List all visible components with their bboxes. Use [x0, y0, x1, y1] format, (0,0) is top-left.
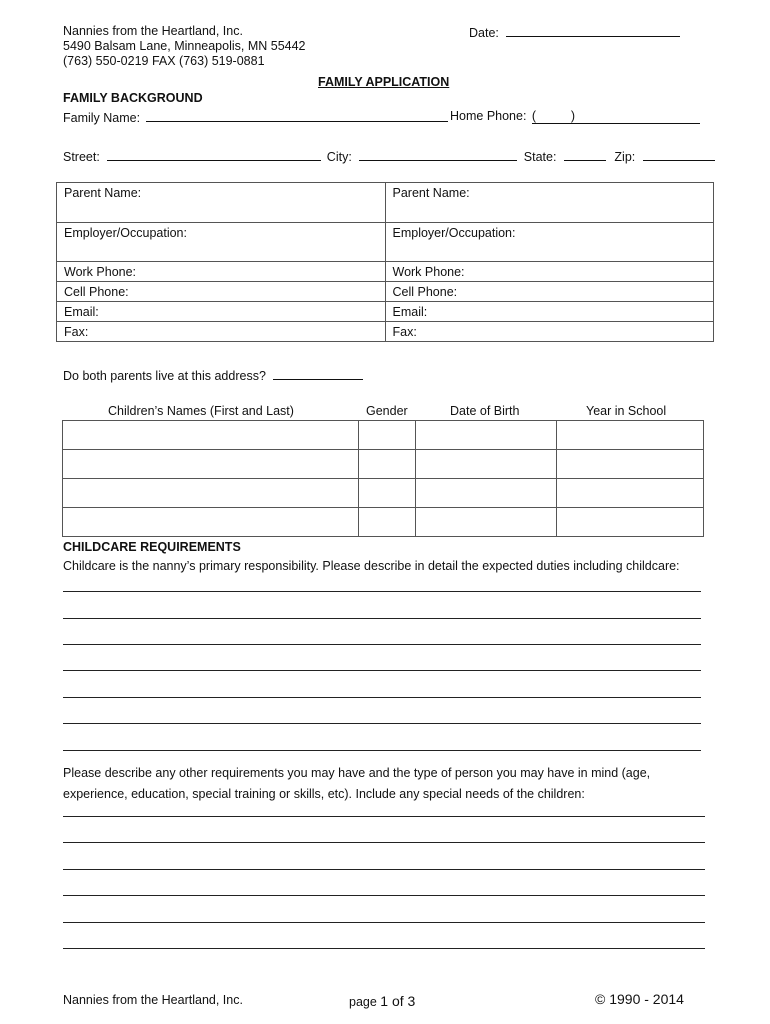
- child-year-cell[interactable]: [557, 479, 704, 508]
- childcare-answer-line-5[interactable]: [63, 697, 701, 698]
- parent2-employer-cell[interactable]: [385, 223, 714, 262]
- childcare-prompt: Childcare is the nanny’s primary responsibility. Please describe in detail the expected duties including childcare:: [63, 559, 680, 573]
- child-name-cell[interactable]: [63, 508, 359, 537]
- other-answer-line-1[interactable]: [63, 816, 705, 817]
- childcare-answer-line-6[interactable]: [63, 723, 701, 724]
- footer-copyright: © 1990 - 2014: [595, 991, 684, 1007]
- both-parents-field[interactable]: [63, 367, 363, 383]
- date-label: Date:: [469, 26, 499, 40]
- parent1-email-label: Email:: [64, 305, 99, 319]
- parent1-fax-cell[interactable]: [57, 322, 386, 342]
- company-address: 5490 Balsam Lane, Minneapolis, MN 55442: [63, 39, 306, 53]
- home-phone-field[interactable]: [450, 109, 700, 124]
- parent2-fax-label: Fax:: [392, 325, 417, 339]
- childcare-answer-line-2[interactable]: [63, 618, 701, 619]
- child-year-cell[interactable]: [557, 421, 704, 450]
- child-gender-cell[interactable]: [359, 479, 416, 508]
- table-row: [63, 508, 704, 537]
- children-names-header: Children’s Names (First and Last): [108, 404, 294, 418]
- company-phone-fax: (763) 550-0219 FAX (763) 519-0881: [63, 54, 265, 68]
- family-background-heading: FAMILY BACKGROUND: [63, 91, 203, 105]
- parent2-name-label: Parent Name:: [392, 186, 470, 200]
- home-phone-input-line[interactable]: [532, 109, 700, 124]
- form-title: FAMILY APPLICATION: [318, 75, 450, 89]
- table-row: [63, 479, 704, 508]
- table-row: [63, 421, 704, 450]
- home-phone-area-code: ( ): [531, 109, 575, 123]
- child-dob-cell[interactable]: [416, 479, 557, 508]
- home-phone-label: Home Phone:: [450, 109, 527, 123]
- footer-page-number: [349, 993, 415, 1009]
- both-parents-label: Do both parents live at this address?: [63, 369, 266, 383]
- table-row: [63, 450, 704, 479]
- parent1-email-cell[interactable]: [57, 302, 386, 322]
- other-answer-line-5[interactable]: [63, 922, 705, 923]
- child-gender-cell[interactable]: [359, 508, 416, 537]
- child-name-cell[interactable]: [63, 450, 359, 479]
- parent2-email-cell[interactable]: [385, 302, 714, 322]
- street-label: Street:: [63, 150, 100, 164]
- gender-header: Gender: [366, 404, 408, 418]
- date-of-birth-header: Date of Birth: [450, 404, 520, 418]
- other-requirements-prompt-1: Please describe any other requirements you may have and the type of person you may have in mind (age,: [63, 766, 651, 780]
- family-name-field[interactable]: [63, 109, 448, 125]
- state-label: State:: [523, 150, 557, 164]
- childcare-answer-line-3[interactable]: [63, 644, 701, 645]
- children-table: [62, 420, 704, 537]
- address-row: [63, 148, 715, 164]
- footer-company: Nannies from the Heartland, Inc.: [63, 993, 243, 1007]
- parent1-work-phone-label: Work Phone:: [64, 265, 137, 279]
- childcare-heading: CHILDCARE REQUIREMENTS: [63, 540, 241, 554]
- child-name-cell[interactable]: [63, 421, 359, 450]
- parent1-cell-phone-cell[interactable]: [57, 282, 386, 302]
- child-year-cell[interactable]: [557, 508, 704, 537]
- parent1-name-label: Parent Name:: [64, 186, 142, 200]
- parent2-work-phone-label: Work Phone:: [392, 265, 465, 279]
- child-gender-cell[interactable]: [359, 450, 416, 479]
- parent1-employer-cell[interactable]: [57, 223, 386, 262]
- parent1-fax-label: Fax:: [64, 325, 89, 339]
- child-name-cell[interactable]: [63, 479, 359, 508]
- parent2-fax-cell[interactable]: [385, 322, 714, 342]
- parent1-work-phone-cell[interactable]: [57, 262, 386, 282]
- parent2-cell-phone-cell[interactable]: [385, 282, 714, 302]
- parent2-employer-label: Employer/Occupation:: [392, 226, 516, 240]
- date-field[interactable]: [469, 24, 680, 40]
- zip-input-line[interactable]: [643, 148, 715, 161]
- company-name: Nannies from the Heartland, Inc.: [63, 24, 243, 38]
- city-input-line[interactable]: [359, 148, 517, 161]
- other-requirements-prompt-2: experience, education, special training or skills, etc). Include any special needs of the children:: [63, 787, 585, 801]
- parent2-cell-phone-label: Cell Phone:: [392, 285, 458, 299]
- parent2-work-phone-cell[interactable]: [385, 262, 714, 282]
- city-label: City:: [326, 150, 352, 164]
- footer-page-prefix: page: [349, 995, 381, 1009]
- parent1-name-cell[interactable]: [57, 183, 386, 223]
- child-year-cell[interactable]: [557, 450, 704, 479]
- family-name-label: Family Name:: [63, 111, 141, 125]
- year-in-school-header: Year in School: [586, 404, 667, 418]
- zip-label: Zip:: [614, 150, 636, 164]
- both-parents-input-line[interactable]: [273, 367, 363, 380]
- parent2-name-cell[interactable]: [385, 183, 714, 223]
- date-input-line[interactable]: [506, 24, 680, 37]
- childcare-answer-line-4[interactable]: [63, 670, 701, 671]
- child-gender-cell[interactable]: [359, 421, 416, 450]
- street-input-line[interactable]: [107, 148, 321, 161]
- other-answer-line-6[interactable]: [63, 948, 705, 949]
- child-dob-cell[interactable]: [416, 450, 557, 479]
- other-answer-line-4[interactable]: [63, 895, 705, 896]
- childcare-answer-line-1[interactable]: [63, 591, 701, 592]
- childcare-answer-line-7[interactable]: [63, 750, 701, 751]
- child-dob-cell[interactable]: [416, 421, 557, 450]
- parent1-cell-phone-label: Cell Phone:: [64, 285, 129, 299]
- state-input-line[interactable]: [564, 148, 606, 161]
- other-answer-line-3[interactable]: [63, 869, 705, 870]
- parent1-employer-label: Employer/Occupation:: [64, 226, 187, 240]
- family-name-input-line[interactable]: [146, 109, 448, 122]
- parent2-email-label: Email:: [392, 305, 428, 319]
- child-dob-cell[interactable]: [416, 508, 557, 537]
- parents-table: [56, 182, 714, 342]
- footer-page-of: 1 of 3: [380, 993, 416, 1009]
- other-answer-line-2[interactable]: [63, 842, 705, 843]
